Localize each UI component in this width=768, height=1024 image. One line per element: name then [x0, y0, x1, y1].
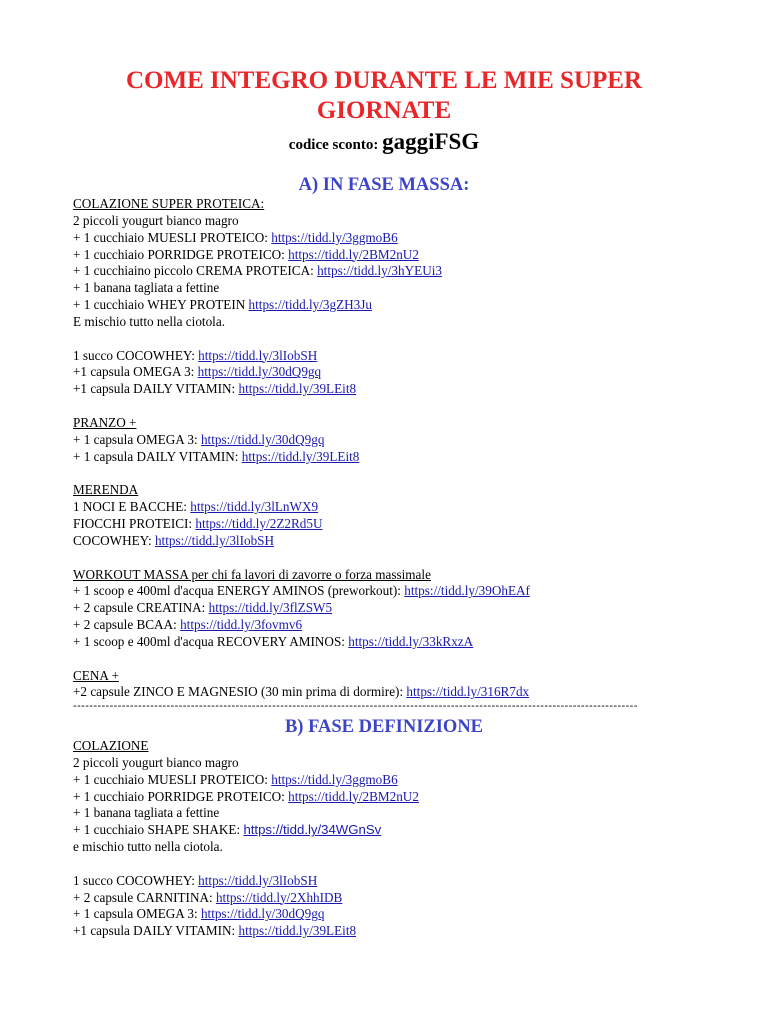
product-link[interactable]: https://tidd.ly/3gZH3Ju	[248, 297, 373, 313]
list-item	[73, 772, 419, 789]
item-text: +1 capsula OMEGA 3:	[73, 364, 198, 380]
list-item: e mischio tutto nella ciotola.	[73, 839, 223, 855]
item-text: + 1 capsula DAILY VITAMIN:	[73, 448, 242, 464]
list-item: + 1 banana tagliata a fettine	[73, 280, 220, 296]
item-text: + 1 cucchiaio SHAPE SHAKE:	[73, 822, 244, 838]
list-item	[73, 634, 530, 651]
product-link[interactable]: https://tidd.ly/3fovmv6	[180, 617, 303, 633]
product-link[interactable]: https://tidd.ly/30dQ9gq	[200, 906, 325, 922]
spacer	[73, 856, 419, 873]
item-text: +1 capsula DAILY VITAMIN:	[73, 381, 239, 397]
list-item	[73, 600, 530, 617]
item-text: + 2 capsule CARNITINA:	[73, 889, 216, 905]
list-item	[73, 617, 530, 634]
workout-title: WORKOUT MASSA per chi fa lavori di zavorre o forza massimale	[73, 566, 431, 582]
colazione-title: COLAZIONE SUPER PROTEICA:	[73, 196, 265, 211]
list-item	[73, 873, 419, 890]
spacer	[73, 550, 530, 567]
section-a-heading: A) IN FASE MASSA:	[298, 175, 470, 195]
item-text: + 1 cucchiaio PORRIDGE PROTEICO:	[73, 246, 289, 262]
item-text: + 1 capsula OMEGA 3:	[73, 906, 201, 922]
colazione-title: COLAZIONE	[73, 738, 149, 753]
product-link[interactable]: https://tidd.ly/3lIobSH	[198, 347, 318, 363]
product-link[interactable]: https://tidd.ly/3lIobSH	[198, 872, 318, 888]
product-link[interactable]: https://tidd.ly/30dQ9gq	[200, 431, 325, 447]
item-text: + 1 scoop e 400ml d'acqua RECOVERY AMINOS:	[73, 633, 349, 649]
list-item	[73, 247, 530, 264]
product-link[interactable]: https://tidd.ly/3lIobSH	[154, 532, 275, 548]
item-text: + 1 capsula OMEGA 3:	[73, 431, 201, 447]
product-link[interactable]: https://tidd.ly/2BM2nU2	[288, 788, 419, 804]
list-item	[73, 923, 419, 940]
list-item	[73, 533, 530, 550]
list-item	[73, 583, 530, 600]
product-link[interactable]: https://tidd.ly/3ggmoB6	[271, 771, 398, 787]
item-text: +1 capsula DAILY VITAMIN:	[73, 923, 239, 939]
spacer	[73, 651, 530, 668]
list-item	[73, 348, 530, 365]
spacer	[73, 398, 530, 415]
product-link[interactable]: https://tidd.ly/39LEit8	[241, 448, 360, 464]
section-separator: -------------------------------------------------------------------------------------------------------------------------------------------	[73, 700, 638, 712]
list-item	[73, 230, 530, 247]
list-item	[73, 449, 530, 466]
item-text: + 1 cucchiaio PORRIDGE PROTEICO:	[73, 788, 289, 804]
product-link[interactable]: https://tidd.ly/316R7dx	[406, 684, 530, 700]
list-item	[73, 364, 530, 381]
cena-title: CENA +	[73, 667, 119, 683]
product-link[interactable]: https://tidd.ly/34WGnSv	[243, 822, 382, 838]
list-item	[73, 906, 419, 923]
product-link[interactable]: https://tidd.ly/3hYEUi3	[317, 263, 442, 279]
list-item: 2 piccoli yougurt bianco magro	[73, 212, 239, 228]
item-text: + 1 cucchiaio MUESLI PROTEICO:	[73, 229, 272, 245]
list-item	[73, 381, 530, 398]
product-link[interactable]: https://tidd.ly/3ggmoB6	[271, 229, 398, 245]
section-b-body	[73, 738, 419, 940]
merenda-title: MERENDA	[73, 482, 139, 498]
product-link[interactable]: https://tidd.ly/2Z2Rd5U	[195, 516, 323, 532]
item-text: 1 NOCI E BACCHE:	[73, 499, 191, 515]
product-link[interactable]: https://tidd.ly/39LEit8	[238, 923, 357, 939]
list-item: 2 piccoli yougurt bianco magro	[73, 754, 239, 770]
section-b-heading: B) FASE DEFINIZIONE	[284, 717, 484, 737]
spacer	[73, 331, 530, 348]
list-item	[73, 822, 419, 839]
product-link[interactable]: https://tidd.ly/2BM2nU2	[288, 246, 419, 262]
list-item	[73, 263, 530, 280]
list-item	[73, 297, 530, 314]
discount-code-label: codice sconto:	[288, 137, 383, 153]
item-text: + 1 cucchiaino piccolo CREMA PROTEICA:	[73, 263, 318, 279]
section-a-body	[73, 196, 530, 701]
item-text: +2 capsule ZINCO E MAGNESIO (30 min prima di dormire):	[73, 684, 407, 700]
list-item	[73, 499, 530, 516]
product-link[interactable]: https://tidd.ly/3lLnWX9	[190, 499, 319, 515]
item-text: + 2 capsule CREATINA:	[73, 600, 209, 616]
item-text: 1 succo COCOWHEY:	[73, 872, 199, 888]
pranzo-title: PRANZO +	[73, 414, 137, 430]
item-text: COCOWHEY:	[73, 532, 155, 548]
product-link[interactable]: https://tidd.ly/30dQ9gq	[197, 364, 322, 380]
product-link[interactable]: https://tidd.ly/2XhhIDB	[215, 889, 343, 905]
list-item	[73, 432, 530, 449]
product-link[interactable]: https://tidd.ly/3flZSW5	[208, 600, 333, 616]
title-line-2: GIORNATE	[316, 97, 452, 124]
item-text: FIOCCHI PROTEICI:	[73, 516, 196, 532]
item-text: + 1 cucchiaio WHEY PROTEIN	[73, 297, 249, 313]
item-text: + 1 cucchiaio MUESLI PROTEICO:	[73, 771, 272, 787]
list-item	[73, 789, 419, 806]
list-item: E mischio tutto nella ciotola.	[73, 313, 225, 329]
discount-code-value: gaggiFSG	[382, 129, 480, 154]
list-item	[73, 890, 419, 907]
product-link[interactable]: https://tidd.ly/39OhEAf	[404, 583, 530, 599]
list-item: + 1 banana tagliata a fettine	[73, 805, 220, 821]
title-line-1: COME INTEGRO DURANTE LE MIE SUPER	[125, 67, 643, 94]
product-link[interactable]: https://tidd.ly/39LEit8	[238, 381, 357, 397]
list-item	[73, 516, 530, 533]
spacer	[73, 466, 530, 483]
product-link[interactable]: https://tidd.ly/33kRxzA	[348, 633, 474, 649]
item-text: 1 succo COCOWHEY:	[73, 347, 199, 363]
document-title	[0, 66, 768, 126]
item-text: + 2 capsule BCAA:	[73, 617, 181, 633]
item-text: + 1 scoop e 400ml d'acqua ENERGY AMINOS (preworkout):	[73, 583, 405, 599]
discount-code	[0, 126, 768, 161]
